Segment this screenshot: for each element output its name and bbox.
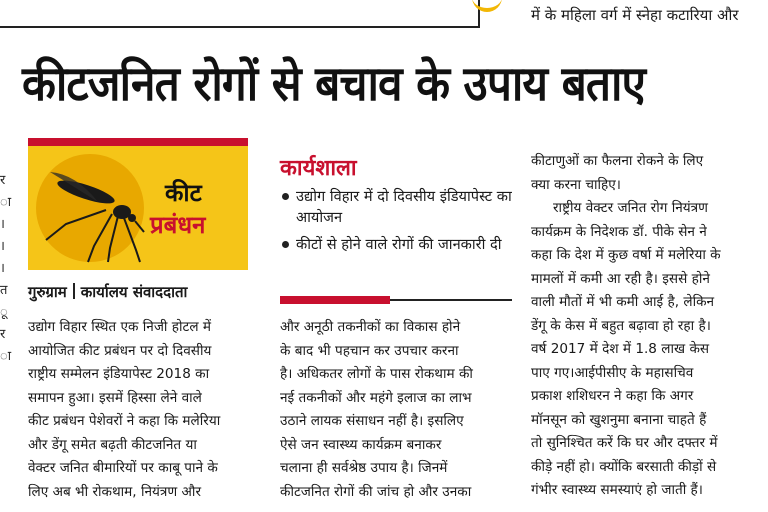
text-line: क्या करना चाहिए। [531, 176, 621, 193]
byline-divider [73, 283, 75, 299]
text-line: तो सुनिश्चित करें कि घर और दफ्तर में [531, 435, 718, 451]
text-line: ू [0, 305, 8, 320]
workshop-heading: कार्यशाला [280, 156, 357, 181]
article-column-3 [531, 150, 763, 503]
text-line: र [0, 327, 6, 342]
text-line: ा [0, 349, 12, 364]
byline-reporter: कार्यालय संवाददाता [80, 283, 188, 301]
article-column-1 [28, 316, 254, 504]
text-line: लिए अब भी रोकथाम, नियंत्रण और [28, 483, 202, 500]
previous-article-text: में के महिला वर्ग में स्नेहा कटारिया और [531, 6, 739, 24]
text-line: है। अधिकतर लोगों के पास रोकथाम की [280, 366, 473, 382]
workshop-highlights [282, 186, 518, 261]
headline: कीटजनित रोगों से बचाव के उपाय बताए [22, 56, 646, 112]
text-line: कीटजनित रोगों की जांच हो और उनका [280, 483, 472, 500]
text-line: मामलों में कमी आ रही है। इससे होने [531, 270, 710, 287]
text-line: मॉनसून को खुशनुमा बनाना चाहते हैं [531, 411, 707, 428]
text-line: समापन हुआ। इसमें हिस्सा लेने वाले [28, 389, 202, 406]
mosquito-icon [36, 154, 144, 262]
highlight-item: कीटों से होने वाले रोगों की जानकारी दी [282, 234, 518, 255]
text-line: । [0, 261, 5, 276]
text-line: पाए गए।आईपीसीए के महासचिव [531, 364, 694, 381]
text-line: गंभीर स्वास्थ्य समस्याएं हो जाती हैं। [531, 482, 703, 498]
text-line: आयोजित कीट प्रबंधन पर दो दिवसीय [28, 342, 212, 359]
mosquito-circle [36, 154, 144, 262]
text-line: । [0, 217, 5, 232]
text-line: कीड़े नहीं हो। क्योंकि बरसाती कीड़ों से [531, 458, 717, 475]
text-line: वाली मौतों में भी कमी आई है, लेकिन [531, 294, 715, 310]
photo-top-bar [28, 138, 248, 146]
previous-article-box [0, 0, 480, 28]
text-line: के बाद भी पहचान कर उपचार करना [280, 342, 459, 359]
text-line: र [0, 173, 6, 188]
text-line: राष्ट्रीय सम्मेलन इंडियापेस्ट 2018 का [28, 366, 210, 382]
text-line: कार्यक्रम के निदेशक डॉ. पीके सेन ने [531, 223, 707, 240]
graphic-title-line1: कीट [165, 179, 202, 207]
text-line: ा [0, 195, 12, 210]
top-band [0, 0, 768, 36]
text-line: कीट प्रबंधन पेशेवरों ने कहा कि मलेरिया [28, 413, 221, 429]
text-line: कहा कि देश में कुछ वर्षा में मलेरिया के [531, 247, 721, 263]
text-line: राष्ट्रीय वेक्टर जनित रोग नियंत्रण [553, 200, 709, 216]
text-line: उठाने लायक संसाधन नहीं है। इसलिए [280, 413, 464, 429]
byline-place: गुरुग्राम [28, 283, 67, 301]
text-line: चलाना ही सर्वश्रेष्ठ उपाय है। जिनमें [280, 460, 448, 476]
highlight-item: उद्योग विहार में दो दिवसीय इंडियापेस्ट का आयोजन [282, 186, 518, 228]
text-line: वर्ष 2017 में देश में 1.8 लाख केस [531, 341, 710, 357]
pest-management-graphic [28, 146, 248, 270]
workshop-bottom-bar [280, 296, 390, 304]
text-line: उद्योग विहार स्थित एक निजी होटल में [28, 319, 212, 335]
text-line: प्रकाश शशिधरन ने कहा कि अगर [531, 388, 694, 404]
text-line: । [0, 239, 5, 254]
text-line: कीटाणुओं का फैलना रोकने के लिए [531, 153, 704, 169]
text-line: त [0, 283, 8, 298]
column-3-paragraph-2 [531, 197, 763, 503]
text-line: वेक्टर जनित बीमारियों पर काबू पाने के [28, 460, 218, 476]
column-3-paragraph-1 [531, 150, 763, 197]
text-line: नई तकनीकों और महंगे इलाज का लाभ [280, 389, 472, 406]
workshop-rule [390, 299, 512, 301]
text-line: और अनूठी तकनीकों का विकास होने [280, 319, 461, 335]
article-column-2 [280, 316, 510, 504]
adjacent-column-strip [0, 170, 12, 368]
graphic-title-line2: प्रबंधन [150, 211, 206, 239]
text-line: डेंगू के केस में बहुत बढ़ावा हो रहा है। [531, 317, 711, 334]
text-line: और डेंगू समेत बढ़ती कीटजनित या [28, 436, 197, 453]
byline [28, 282, 187, 302]
text-line: ऐसे जन स्वास्थ्य कार्यक्रम बनाकर [280, 436, 442, 453]
